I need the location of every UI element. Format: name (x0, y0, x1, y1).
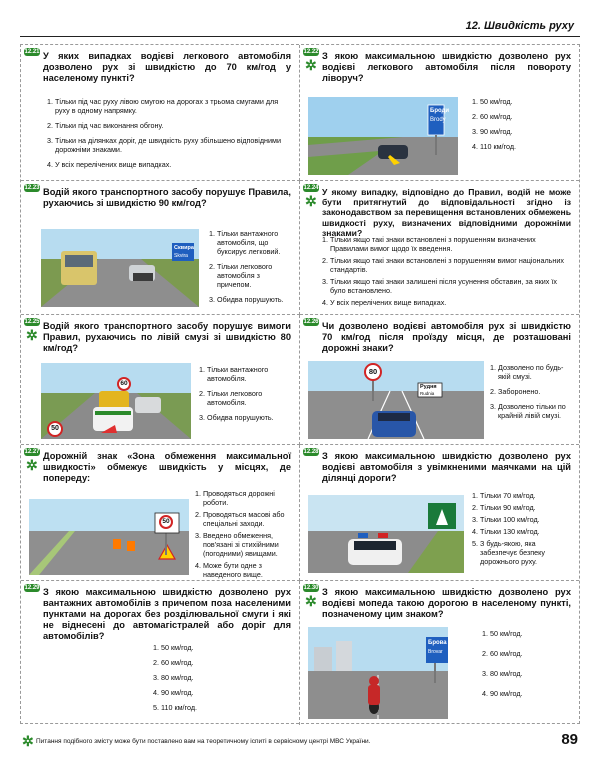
question-card-12-28 (300, 445, 579, 581)
answer-list (482, 629, 523, 709)
answer-option[interactable]: 1. Тільки якщо такі знаки встановлені з порушенням визначених Правилами вимог щодо їх введення. (322, 235, 536, 253)
answer-option[interactable]: 3. Дозволено тільки по крайній лівій смузі. (490, 402, 566, 420)
answer-option[interactable]: 4. У всіх перелічених вище випадках. (47, 160, 172, 169)
header-divider (20, 36, 580, 37)
question-number: 12.23 (24, 185, 40, 191)
answer-option[interactable]: 4. Тільки 130 км/год. (472, 527, 540, 536)
answer-option[interactable]: 2. Тільки легкового автомобіля з причепом. (209, 262, 273, 289)
answer-option[interactable]: 3. Тільки на ділянках доріг, де швидкість руху збільшено відповідними дорожніми знаками. (47, 136, 281, 154)
speed-limit-50-sign: 50 (47, 421, 63, 437)
asterisk-icon: ✲ (26, 457, 38, 473)
road-illustration (41, 363, 191, 439)
answer-option[interactable]: 2. 60 км/год. (153, 658, 194, 667)
question-number: 12.24 (303, 185, 319, 191)
road-illustration (308, 495, 464, 573)
answer-option[interactable]: 2. 60 км/год. (482, 649, 523, 658)
answer-option[interactable]: 4. 90 км/год. (482, 689, 523, 698)
question-number: 12.25 (24, 319, 40, 325)
answer-option[interactable]: 1. 50 км/год. (482, 629, 523, 638)
answer-option[interactable]: 3. 90 км/год. (472, 127, 513, 136)
question-card-12-23 (21, 181, 300, 315)
town-sign-latin: Skvira (174, 253, 188, 259)
asterisk-icon: ✲ (305, 57, 317, 73)
town-sign-name: Брова (428, 640, 447, 646)
answer-option[interactable]: 1. Проводяться дорожні роботи. (195, 489, 275, 507)
answer-option[interactable]: 3. Введено обмеження, пов'язані зі стихійними (погодними) явищами. (195, 531, 279, 558)
speed-limit-80-sign: 80 (364, 363, 382, 381)
answer-option[interactable]: 2. Тільки легкового автомобіля. (199, 389, 263, 407)
question-card-12-29 (21, 581, 300, 725)
town-sign-latin: Rudnia (420, 391, 435, 396)
question-text: З якою максимальною швидкістю дозволено рух водієві мопеда такою дорогою в населеному пункті, позначеному цим знаком? (322, 587, 571, 619)
answer-option[interactable]: 3. 80 км/год. (153, 673, 194, 682)
answer-list (490, 363, 573, 426)
asterisk-icon: ✲ (26, 327, 38, 343)
section-title: 12. Швидкість руху (465, 20, 574, 32)
answer-option[interactable]: 5. З будь-якою, яка забезпечує безпеку дорожнього руху. (472, 539, 545, 566)
answer-option[interactable]: 2. Проводяться масові або спеціальні заходи. (195, 510, 285, 528)
answer-list (472, 97, 516, 157)
answer-option[interactable]: 1. Тільки 70 км/год. (472, 491, 536, 500)
town-sign-name: Рудня (420, 384, 437, 390)
answer-option[interactable]: 4. Може бути одне з наведеного вище. (195, 561, 263, 579)
answer-list (153, 643, 197, 718)
question-number: 12.27 (24, 449, 40, 455)
question-text: Водій якого транспортного засобу порушує вимоги Правил, рухаючись по лівій смузі зі швидкістю 80 км/год? (43, 321, 291, 353)
town-sign-name: Сквира (174, 245, 194, 251)
question-grid (20, 44, 580, 724)
question-card-12-24 (300, 181, 579, 315)
answer-option[interactable]: 3. Обидва порушують. (209, 295, 284, 304)
answer-option[interactable]: 2. Тільки 90 км/год. (472, 503, 536, 512)
question-text: З якою максимальною швидкістю дозволено рух водієві легкового автомобіля після повороту ліворуч? (322, 51, 571, 83)
town-sign-latin: Brovar (428, 649, 443, 655)
road-illustration (308, 97, 458, 175)
question-number: 12.28 (303, 449, 319, 455)
speed-zone-sign: 50 (159, 515, 173, 529)
road-illustration (41, 229, 199, 307)
question-text: У яких випадках водієві легкового автомобіля дозволено рух зі швидкістю до 70 км/год у населеному пункті? (43, 51, 291, 83)
speed-limit-60-sign: 60 (117, 377, 131, 391)
answer-option[interactable]: 5. 110 км/год. (153, 703, 198, 712)
question-number: 12.22 (303, 49, 319, 55)
answer-option[interactable]: 1. 50 км/год. (153, 643, 194, 652)
answer-option[interactable]: 3. Обидва порушують. (199, 413, 274, 422)
answer-list (195, 489, 293, 581)
question-text: З якою максимальною швидкістю дозволено рух водієві автомобіля з увімкненими маячками на цій ділянці дороги? (322, 451, 571, 483)
answer-option[interactable]: 3. 80 км/год. (482, 669, 523, 678)
answer-list (209, 229, 293, 310)
question-card-12-27 (21, 445, 300, 581)
answer-option[interactable]: 1. Дозволено по будь-якій смузі. (490, 363, 564, 381)
answer-option[interactable]: 3. Тільки 100 км/год. (472, 515, 540, 524)
answer-option[interactable]: 4. 110 км/год. (472, 142, 517, 151)
answer-option[interactable]: 1. Тільки вантажного автомобіля. (199, 365, 269, 383)
answer-option[interactable]: 1. Тільки вантажного автомобіля, що буксирує легковий. (209, 229, 281, 256)
answer-list (199, 365, 293, 428)
question-number: 12.21 (24, 49, 40, 55)
town-sign-name: Броди (430, 108, 450, 114)
question-number: 12.30 (303, 585, 319, 591)
answer-option[interactable]: 4. У всіх перелічених вище випадках. (322, 298, 447, 307)
answer-option[interactable]: 4. 90 км/год. (153, 688, 194, 697)
footer-note: Питання подібного змісту може бути поставлено вам на теоретичному іспиті в сервісному центрі МВС України. (36, 738, 371, 745)
question-number: 12.26 (303, 319, 319, 325)
town-sign-latin: Brody (430, 117, 446, 123)
question-text: Водій якого транспортного засобу порушує Правила, рухаючись зі швидкістю 90 км/год? (43, 187, 291, 208)
question-text: Чи дозволено водієві автомобіля рух зі швидкістю 70 км/год після проїзду місця, де розташовані дорожні знаки? (322, 321, 571, 353)
answer-option[interactable]: 1. Тільки під час руху лівою смугою на дорогах з трьома смугами для руху в одному напрямку. (47, 97, 279, 115)
question-card-12-22 (300, 45, 579, 181)
answer-list (472, 491, 573, 569)
road-illustration (29, 499, 189, 575)
question-card-12-30 (300, 581, 579, 725)
asterisk-icon: ✲ (305, 193, 317, 209)
answer-option[interactable]: 2. Тільки під час виконання обгону. (47, 121, 164, 130)
answer-option[interactable]: 2. 60 км/год. (472, 112, 513, 121)
answer-list (322, 235, 571, 310)
question-card-12-25 (21, 315, 300, 445)
question-card-12-26 (300, 315, 579, 445)
answer-option[interactable]: 1. 50 км/год. (472, 97, 513, 106)
answer-list (47, 97, 289, 175)
question-card-12-21 (21, 45, 300, 181)
answer-option[interactable]: 2. Заборонено. (490, 387, 541, 396)
question-text: З якою максимальною швидкістю дозволено рух вантажних автомобілів з причепом поза населеними пунктами на дорогах без розділювальної смуги і які не віднесені до автомагістралей або доріг для автомобілів? (43, 587, 291, 641)
answer-option[interactable]: 2. Тільки якщо такі знаки встановлені з порушенням вимог національних стандартів. (322, 256, 564, 274)
road-illustration (308, 361, 484, 439)
asterisk-icon: ✲ (305, 593, 317, 609)
question-text: Дорожній знак «Зона обмеження максимальної швидкості» обмежує швидкість у місцях, де попереду: (43, 451, 291, 483)
answer-option[interactable]: 3. Тільки якщо такі знаки залишені після усунення обставин, за яких їх було встановлено. (322, 277, 557, 295)
page-number: 89 (561, 731, 578, 748)
asterisk-icon: ✲ (22, 733, 34, 749)
road-illustration (308, 627, 448, 719)
question-number: 12.29 (24, 585, 40, 591)
question-text: У якому випадку, відповідно до Правил, водій не може бути притягнутий до відповідальності згідно із законодавством за перевищення встановлених обмежень швидкості руху, визначених відповідними дорожніми знаками? (322, 187, 571, 238)
